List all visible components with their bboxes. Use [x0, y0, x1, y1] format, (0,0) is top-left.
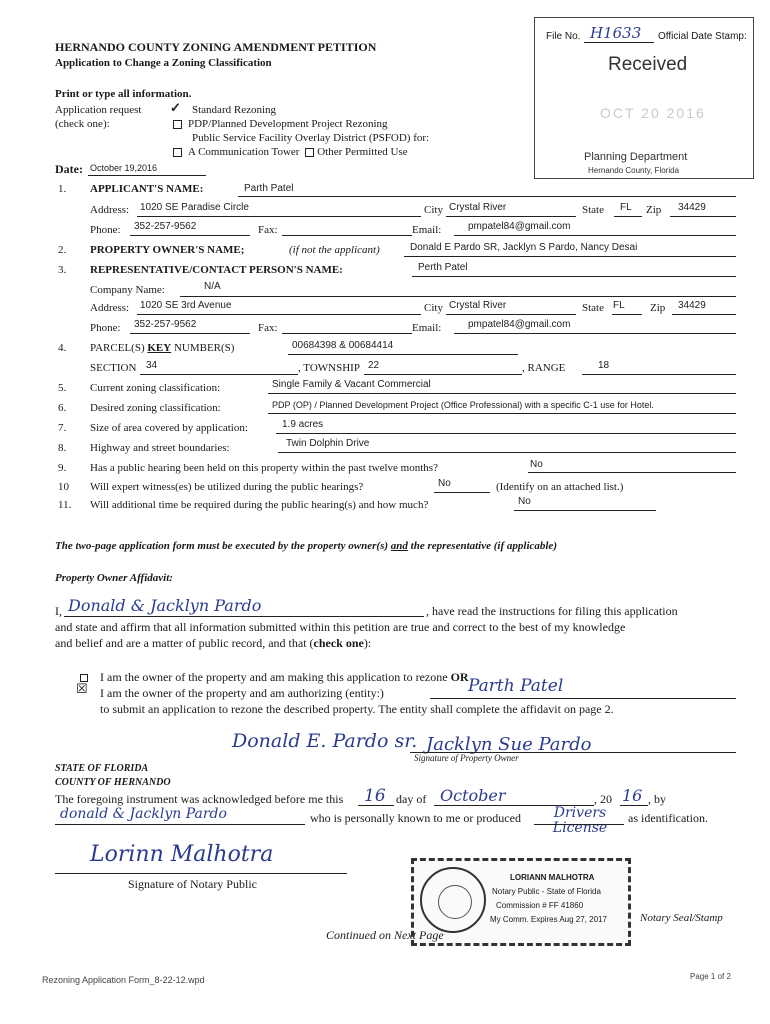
notary-seal-stamp: [411, 858, 631, 946]
option-tower: A Communication Tower Other Permitted Use: [173, 146, 408, 158]
year-prefix: , 20: [594, 792, 612, 806]
applicant-name-label: APPLICANT'S NAME:: [90, 183, 204, 195]
notary-signature-label: Signature of Notary Public: [128, 877, 257, 891]
range-label: , RANGE: [522, 362, 566, 374]
option-standard-rezoning: Standard Rezoning: [192, 104, 277, 116]
page-number: Page 1 of 2: [690, 972, 731, 981]
check-one-label: (check one):: [55, 118, 110, 130]
notary-signature[interactable]: Lorinn Malhotra: [90, 842, 274, 867]
public-hearing-label: Has a public hearing been held on this property within the past twelve months?: [90, 462, 438, 474]
company-name-value[interactable]: N/A: [204, 281, 221, 292]
affidavit-line1: , have read the instructions for filing this application: [426, 604, 678, 618]
item-number: 6.: [58, 402, 67, 414]
planning-department-stamp: Planning Department: [584, 151, 688, 163]
acknowledged-month[interactable]: October: [440, 786, 506, 805]
current-zoning-label: Current zoning classification:: [90, 382, 221, 394]
expert-witness-label: Will expert witness(es) be utilized during the public hearings?: [90, 481, 364, 493]
item-number: 2.: [58, 244, 67, 256]
current-zoning-value[interactable]: Single Family & Vacant Commercial: [272, 379, 431, 390]
affidavit-owner-names[interactable]: Donald & Jacklyn Pardo: [68, 596, 262, 615]
option-psfod: Public Service Facility Overlay District (PSFOD) for:: [192, 132, 430, 144]
additional-time-value[interactable]: No: [518, 496, 531, 507]
item-number: 9.: [58, 462, 67, 474]
size-area-value[interactable]: 1.9 acres: [282, 419, 324, 430]
rep-address-value[interactable]: 1020 SE 3rd Avenue: [140, 300, 232, 311]
property-owner-note: (if not the applicant): [289, 244, 380, 256]
day-of-label: day of: [396, 792, 427, 806]
notary-seal-label: Notary Seal/Stamp: [640, 912, 723, 924]
zip-label: Zip: [646, 204, 662, 216]
parcel-key-value[interactable]: 00684398 & 00684414: [292, 340, 394, 351]
identification-text: as identification.: [628, 811, 708, 825]
applicant-zip-value[interactable]: 34429: [678, 202, 706, 213]
applicant-email-value[interactable]: pmpatel84@gmail.com: [468, 221, 571, 232]
property-owner-value[interactable]: Donald E Pardo SR, Jacklyn S Pardo, Nancy Desai: [410, 242, 638, 253]
property-owner-label: PROPERTY OWNER'S NAME;: [90, 244, 245, 256]
public-hearing-value[interactable]: No: [530, 459, 543, 470]
item-number: 4.: [58, 342, 67, 354]
affidavit-option-2: I am the owner of the property and am authorizing (entity:): [100, 686, 384, 700]
acknowledged-person[interactable]: donald & Jacklyn Pardo: [60, 806, 227, 822]
applicant-phone-value[interactable]: 352-257-9562: [134, 221, 197, 232]
hernando-county-stamp: Hernando County, Florida: [588, 166, 680, 175]
other-use-checkbox[interactable]: [305, 148, 314, 157]
applicant-state-value[interactable]: FL: [620, 202, 632, 213]
standard-rezoning-checkmark[interactable]: ✓: [170, 100, 181, 115]
owner-signature-label: Signature of Property Owner: [414, 753, 519, 763]
state-label: State: [582, 302, 604, 314]
affidavit-line2: and state and affirm that all information submitted within this petition are true and correct to the best of my knowledge: [55, 620, 626, 634]
expert-witness-value[interactable]: No: [438, 478, 451, 489]
representative-label: REPRESENTATIVE/CONTACT PERSON'S NAME:: [90, 264, 343, 276]
rep-email-value[interactable]: pmpatel84@gmail.com: [468, 319, 571, 330]
phone-label: Phone:: [90, 224, 121, 236]
owner-affidavit-heading: Property Owner Affidavit:: [55, 572, 173, 584]
street-boundaries-value[interactable]: Twin Dolphin Drive: [286, 438, 370, 449]
date-label: Date:: [55, 162, 83, 176]
file-no-label: File No.: [546, 31, 581, 42]
parcel-key-label: PARCEL(S) KEY NUMBER(S): [90, 342, 235, 354]
acknowledged-day[interactable]: 16: [364, 786, 386, 806]
city-label: City: [424, 302, 443, 314]
form-subtitle: Application to Change a Zoning Classification: [55, 57, 272, 69]
notary-seal-emblem: [420, 867, 486, 933]
seal-line-4: My Comm. Expires Aug 27, 2017: [490, 915, 607, 924]
size-area-label: Size of area covered by application:: [90, 422, 248, 434]
range-value[interactable]: 18: [598, 360, 610, 371]
acknowledged-text: The foregoing instrument was acknowledged before me this: [55, 792, 344, 806]
email-label: Email:: [412, 322, 442, 334]
owner-signature-1[interactable]: Donald E. Pardo sr.: [232, 730, 418, 752]
desired-zoning-label: Desired zoning classification:: [90, 402, 221, 414]
item-number: 7.: [58, 422, 67, 434]
affidavit-option-1: I am the owner of the property and am making this application to rezone OR: [80, 670, 469, 685]
email-label: Email:: [412, 224, 442, 236]
fax-label: Fax:: [258, 322, 278, 334]
applicant-city-value[interactable]: Crystal River: [449, 202, 507, 213]
fax-label: Fax:: [258, 224, 278, 236]
by-label: , by: [648, 792, 666, 806]
received-stamp: Received: [608, 54, 688, 75]
item-number: 11.: [58, 499, 72, 511]
address-label: Address:: [90, 204, 130, 216]
county-of-hernando: COUNTY OF HERNANDO: [55, 777, 171, 788]
address-label: Address:: [90, 302, 130, 314]
city-label: City: [424, 204, 443, 216]
seal-notary-name: LORIANN MALHOTRA: [510, 873, 595, 882]
applicant-name-value[interactable]: Parth Patel: [244, 183, 294, 194]
form-title: HERNANDO COUNTY ZONING AMENDMENT PETITION: [55, 40, 377, 54]
authorized-entity-value[interactable]: Parth Patel: [468, 676, 564, 696]
application-request-label: Application request: [55, 104, 142, 116]
company-name-label: Company Name:: [90, 284, 165, 296]
item-number: 5.: [58, 382, 67, 394]
township-label: , TOWNSHIP: [298, 362, 360, 374]
option-pdp: PDP/Planned Development Project Rezoning: [173, 118, 388, 130]
pdp-checkbox[interactable]: [173, 120, 182, 129]
owner-signature-2[interactable]: Jacklyn Sue Pardo: [426, 734, 592, 755]
representative-value[interactable]: Perth Patel: [418, 262, 468, 273]
official-date-stamp-label: Official Date Stamp:: [658, 31, 747, 42]
applicant-address-value[interactable]: 1020 SE Paradise Circle: [140, 202, 249, 213]
date-value[interactable]: October 19,2016: [90, 163, 158, 173]
affidavit-i-label: I,: [55, 604, 62, 618]
execution-notice: The two-page application form must be executed by the property owner(s) and the representative (if applicable): [55, 540, 557, 552]
tower-checkbox[interactable]: [173, 148, 182, 157]
rep-phone-value[interactable]: 352-257-9562: [134, 319, 197, 330]
personally-known-text: who is personally known to me or produced: [310, 811, 521, 825]
phone-label: Phone:: [90, 322, 121, 334]
expert-witness-note: (Identify on an attached list.): [496, 481, 624, 493]
street-boundaries-label: Highway and street boundaries:: [90, 442, 230, 454]
item-number: 3.: [58, 264, 67, 276]
state-label: State: [582, 204, 604, 216]
item-number: 1.: [58, 183, 67, 195]
received-date-stamp: OCT 20 2016: [600, 105, 706, 121]
affidavit-line3: and belief and are a matter of public record, and that (check one):: [55, 636, 372, 650]
identification-value[interactable]: Drivers License: [552, 805, 608, 836]
affidavit-option-3: to submit an application to rezone the described property. The entity shall complete the affidavit on page 2.: [100, 702, 614, 716]
rep-city-value[interactable]: Crystal River: [449, 300, 507, 311]
additional-time-label: Will additional time be required during the public hearing(s) and how much?: [90, 499, 429, 511]
section-value[interactable]: 34: [146, 360, 158, 371]
state-of-florida: STATE OF FLORIDA: [55, 763, 149, 774]
section-label: SECTION: [90, 362, 137, 374]
acknowledged-year[interactable]: 16: [622, 786, 643, 805]
footer-filename: Rezoning Application Form_8-22-12.wpd: [42, 975, 205, 985]
township-value[interactable]: 22: [368, 360, 380, 371]
desired-zoning-value[interactable]: PDP (OP) / Planned Development Project (Office Professional) with a specific C-1 use for Hotel.: [272, 400, 654, 410]
option-2-checkbox[interactable]: ☒: [76, 681, 88, 696]
rep-state-value[interactable]: FL: [613, 300, 625, 311]
item-number: 8.: [58, 442, 67, 454]
file-no-value[interactable]: H1633: [590, 24, 642, 42]
continued-next-page: Continued on Next Page: [326, 928, 444, 942]
rep-zip-value[interactable]: 34429: [678, 300, 706, 311]
seal-line-3: Commission # FF 41860: [496, 901, 584, 910]
print-instruction: Print or type all information.: [55, 88, 192, 100]
item-number: 10: [58, 481, 69, 493]
zip-label: Zip: [650, 302, 666, 314]
seal-line-2: Notary Public - State of Florida: [492, 887, 601, 896]
